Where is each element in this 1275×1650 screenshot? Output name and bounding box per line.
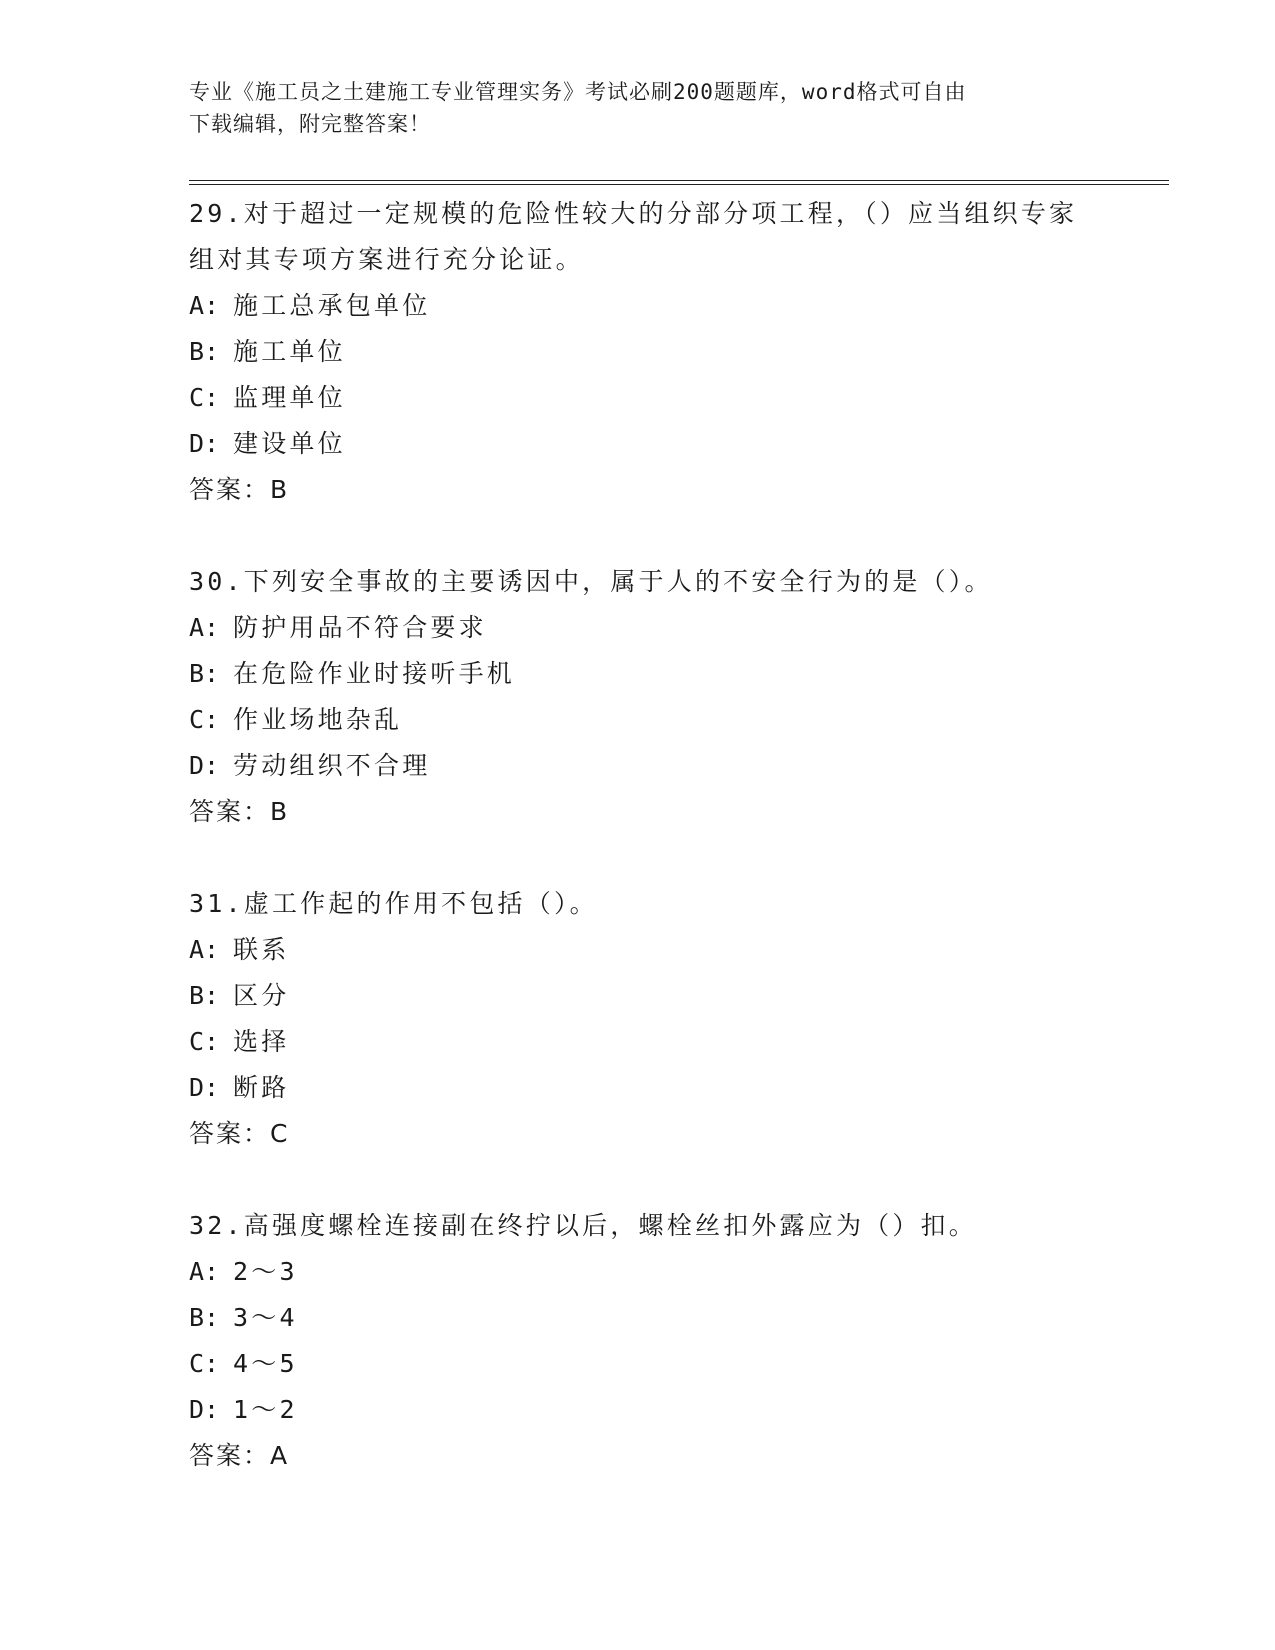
header-line-1: 专业《施工员之土建施工专业管理实务》考试必刷200题题库，word格式可自由: [189, 80, 967, 104]
option-c: [189, 697, 1089, 743]
option-b: [189, 1295, 1089, 1341]
option-key: D:: [189, 429, 220, 458]
question-list: [189, 191, 1089, 1525]
option-c: [189, 1019, 1089, 1065]
option-c: [189, 1341, 1089, 1387]
option-d: [189, 1387, 1089, 1433]
option-key: A:: [189, 613, 220, 642]
question-29: [189, 191, 1089, 513]
option-a: [189, 927, 1089, 973]
option-key: B:: [189, 1303, 220, 1332]
option-key: D:: [189, 751, 220, 780]
option-text: 施工单位: [233, 337, 346, 366]
option-text: 建设单位: [233, 429, 346, 458]
option-c: [189, 375, 1089, 421]
option-d: [189, 743, 1089, 789]
option-key: C:: [189, 383, 220, 412]
question-31: [189, 881, 1089, 1157]
header-divider-top: [189, 180, 1169, 181]
answer-line: 答案：B: [189, 797, 290, 826]
question-stem: 30.下列安全事故的主要诱因中，属于人的不安全行为的是（）。: [189, 567, 993, 596]
question-stem: 32.高强度螺栓连接副在终拧以后，螺栓丝扣外露应为（）扣。: [189, 1211, 977, 1240]
option-key: C:: [189, 1027, 220, 1056]
header-line-2: 下载编辑，附完整答案！: [189, 112, 431, 136]
option-text: 区分: [233, 981, 290, 1010]
option-key: C:: [189, 705, 220, 734]
option-text: 2～3: [233, 1257, 298, 1286]
option-text: 断路: [233, 1073, 290, 1102]
option-b: [189, 973, 1089, 1019]
option-text: 施工总承包单位: [233, 291, 431, 320]
option-a: [189, 1249, 1089, 1295]
option-text: 作业场地杂乱: [233, 705, 403, 734]
option-text: 联系: [233, 935, 290, 964]
option-a: [189, 283, 1089, 329]
answer-line: 答案：C: [189, 1119, 290, 1148]
option-b: [189, 651, 1089, 697]
option-key: B:: [189, 337, 220, 366]
option-key: D:: [189, 1395, 220, 1424]
question-32: [189, 1203, 1089, 1479]
question-stem: 31.虚工作起的作用不包括（）。: [189, 889, 598, 918]
option-text: 4～5: [233, 1349, 298, 1378]
option-text: 选择: [233, 1027, 290, 1056]
document-header: [189, 76, 1089, 140]
option-key: B:: [189, 659, 220, 688]
option-text: 劳动组织不合理: [233, 751, 431, 780]
option-key: A:: [189, 935, 220, 964]
option-d: [189, 1065, 1089, 1111]
question-30: [189, 559, 1089, 835]
option-text: 在危险作业时接听手机: [233, 659, 516, 688]
option-text: 1～2: [233, 1395, 298, 1424]
option-d: [189, 421, 1089, 467]
question-stem: 29.对于超过一定规模的危险性较大的分部分项工程，（）应当组织专家组对其专项方案进行充分论证。: [189, 199, 1078, 274]
option-a: [189, 605, 1089, 651]
header-divider-bottom: [189, 184, 1169, 185]
option-key: A:: [189, 291, 220, 320]
answer-line: 答案：A: [189, 1441, 290, 1470]
option-text: 监理单位: [233, 383, 346, 412]
option-text: 3～4: [233, 1303, 298, 1332]
option-key: D:: [189, 1073, 220, 1102]
option-key: A:: [189, 1257, 220, 1286]
option-key: C:: [189, 1349, 220, 1378]
option-text: 防护用品不符合要求: [233, 613, 487, 642]
option-key: B:: [189, 981, 220, 1010]
option-b: [189, 329, 1089, 375]
answer-line: 答案：B: [189, 475, 290, 504]
